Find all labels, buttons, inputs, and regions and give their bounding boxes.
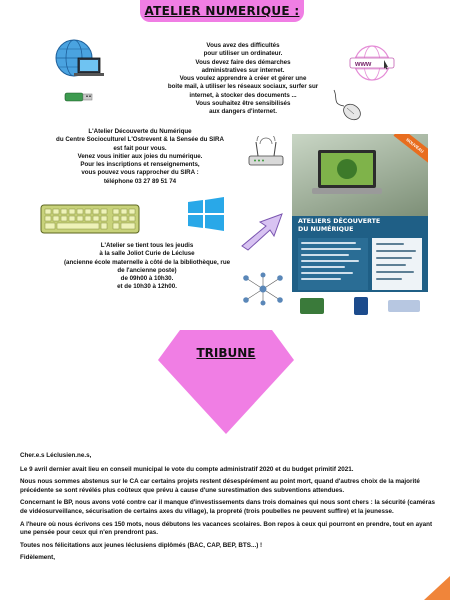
atelier-line: est fait pour vous.: [113, 144, 167, 152]
intro-line: boite mail, à utiliser les réseaux sociaux, surfer sur: [167, 83, 319, 91]
atelier-poster: [292, 134, 428, 320]
atelier-line: vous pouvez vous rapprocher du SIRA :: [81, 169, 199, 177]
intro-line: Vous devez faire des démarches: [195, 58, 291, 66]
letter-greeting: Cher.e.s Léclusien.ne.s,: [20, 452, 92, 459]
atelier-line: Venez vous initier aux joies du numérique.: [77, 152, 203, 160]
poster-left-panel: [298, 238, 368, 290]
atelier-line: Pour les inscriptions et renseignements,: [80, 161, 200, 169]
region-logo: [388, 300, 420, 312]
intro-line: pour utiliser un ordinateur.: [203, 50, 283, 58]
letter-paragraph: A l'heure où nous écrivons ces 150 mots, nous débutons les vacances scolaires. Bon repos à ceux qui pourront en prendre, tout en ayant une pensée pour ceux qui n'en prendront pas.: [20, 520, 433, 537]
salle-info-text: [28, 242, 266, 292]
globe-computer-icon: [52, 38, 106, 82]
salle-line: et de 10h30 à 12h00.: [117, 283, 177, 291]
intro-line: Vous avez des difficultés: [206, 42, 280, 49]
www-browser-icon: [346, 44, 398, 82]
letter-paragraph: Toutes nos félicitations aux jeunes léclusiens diplômés (BAC, CAP, BEP, BTS...) !: [20, 541, 263, 549]
poster-badge: NOUVEAU: [393, 134, 428, 164]
atelier-line: L'Atelier Découverte du Numérique: [88, 128, 192, 135]
intro-line: internet, à stocker des documents ...: [189, 91, 297, 99]
letter-closing: Fidèlement,: [20, 554, 55, 562]
corner-decoration: [424, 576, 450, 600]
salle-line: de l'ancienne poste): [117, 266, 177, 274]
atelier-info-text: [20, 128, 260, 186]
windows-logo-icon: [186, 196, 226, 232]
salle-line: (ancienne école maternelle à côté de la bibliothèque, rue: [63, 258, 231, 266]
salle-line: de 09h00 à 10h30.: [120, 275, 174, 283]
salle-line: L'Atelier se tient tous les jeudis: [100, 242, 194, 249]
poster-logos: [292, 292, 428, 320]
atelier-phone: téléphone 03 27 89 51 74: [103, 177, 177, 185]
svg-text:www: www: [355, 61, 372, 68]
sira-logo: [300, 298, 324, 314]
intro-line: Vous souhaitez être sensibilisés: [195, 100, 291, 108]
letter-paragraph: Concernant le BP, nous avons voté contre car il manque d'investissements dans trois domaines qui nous sont chers : la sécurité (caméras de vidéosurveillance, sécurisation de certains axes du village), la propreté (trois poubelles ne peuvent suffire) et la jeunesse.: [20, 499, 436, 515]
tribune-letter: [20, 452, 436, 567]
keyboard-icon: [40, 204, 140, 234]
intro-line: administratives sur internet.: [201, 66, 285, 74]
poster-title-line: DU NUMÉRIQUE: [298, 226, 354, 233]
letter-paragraph: Le 9 avril dernier avait lieu en conseil municipal le vote du compte administratif 2020 et du budget primitif 2021.: [20, 465, 354, 473]
intro-line: aux dangers d'internet.: [209, 108, 277, 116]
town-crest-logo: [354, 297, 368, 315]
intro-line: Vous voulez apprendre à créer et gérer une: [179, 75, 307, 83]
poster-right-panel: [372, 238, 422, 290]
poster-title: [298, 218, 422, 234]
poster-title-line: ATELIERS DÉCOUVERTE: [298, 218, 381, 225]
tribune-title: TRIBUNE: [196, 346, 256, 360]
header-banner: [140, 0, 304, 22]
salle-line: à la salle Joliot Curie de Lécluse: [99, 250, 195, 258]
letter-paragraph: Nous nous sommes abstenus sur le CA car certains projets restent désespérément au point mort, quand d'autres choix de la majorité précédente se sont révélés plus coûteux que prévu à cause d'une surestimation des subventions attendues.: [20, 478, 420, 494]
intro-text: [148, 42, 338, 117]
usb-key-icon: [64, 90, 94, 104]
atelier-line: du Centre Socioculturel L'Ostrevent & la Sensée du SIRA: [56, 136, 224, 144]
page-title: ATELIER NUMERIQUE :: [144, 4, 300, 18]
network-people-icon: [238, 272, 288, 306]
laptop-icon: [310, 148, 384, 200]
